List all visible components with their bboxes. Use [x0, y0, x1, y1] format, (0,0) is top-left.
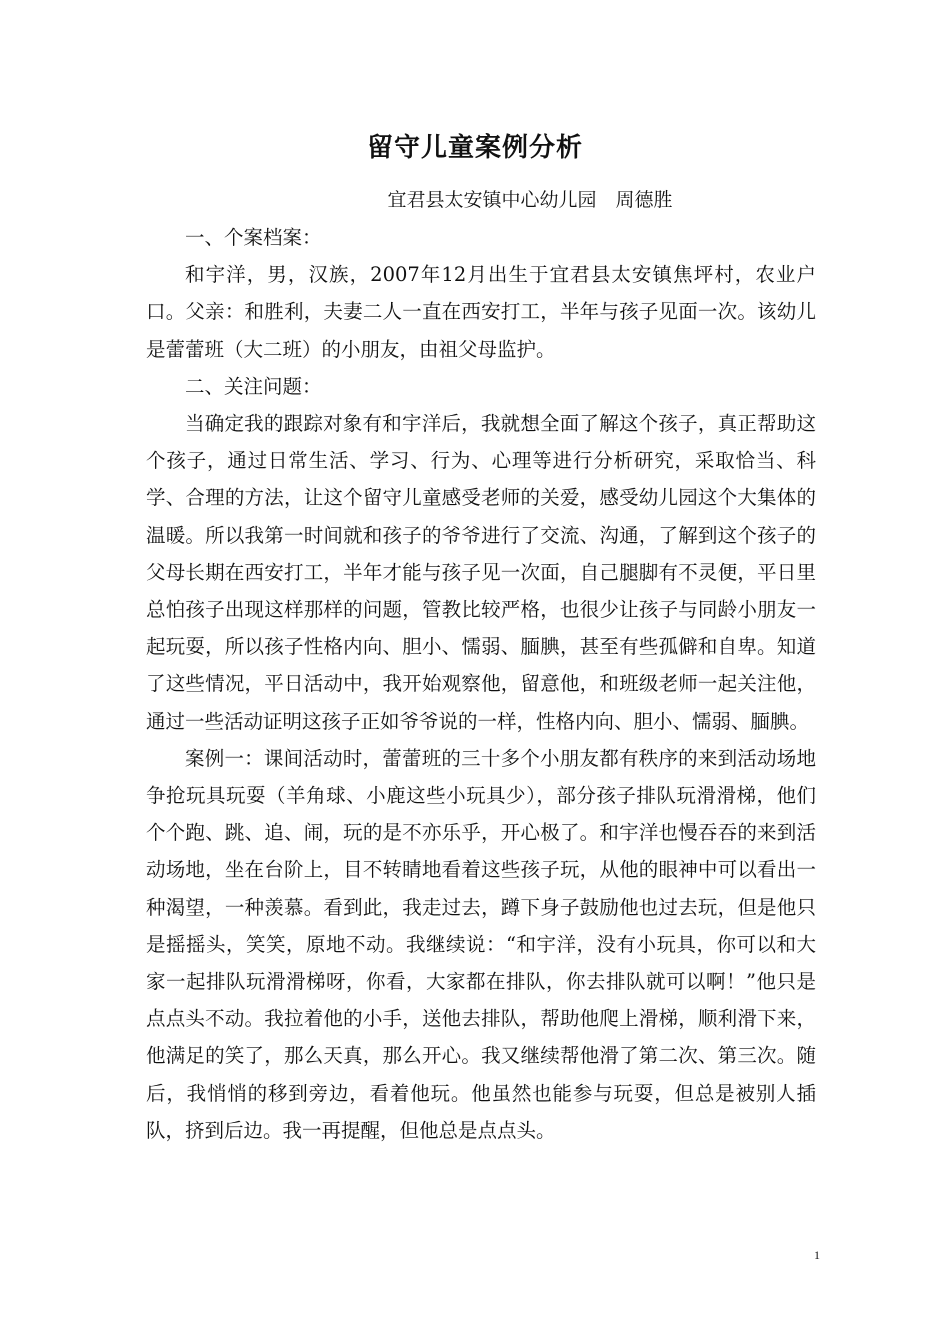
- document-body: [146, 219, 816, 1149]
- section-heading-case-file: 一、个案档案：: [185, 226, 322, 249]
- page-number: 1: [814, 1248, 820, 1262]
- paragraph-case-file: 和宇洋，男，汉族，2007年12月出生于宜君县太安镇焦坪村，农业户口。父亲：和胜利，夫妻二人一直在西安打工，半年与孩子见面一次。该幼儿是蕾蕾班（大二班）的小朋友，由祖父母监护。: [146, 263, 816, 361]
- document-title: 留守儿童案例分析: [366, 133, 583, 163]
- paragraph-concern: 当确定我的跟踪对象有和宇洋后，我就想全面了解这个孩子，真正帮助这个孩子，通过日常生活、学习、行为、心理等进行分析研究，采取恰当、科学、合理的方法，让这个留守儿童感受老师的关爱，感受幼儿园这个大集体的温暖。所以我第一时间就和孩子的爷爷进行了交流、沟通，了解到这个孩子的父母长期在西安打工，半年才能与孩子见一次面，自己腿脚有不灵便，平日里总怕孩子出现这样那样的问题，管教比较严格，也很少让孩子与同龄小朋友一起玩耍，所以孩子性格内向、胆小、懦弱、腼腆，甚至有些孤僻和自卑。知道了这些情况，平日活动中，我开始观察他，留意他，和班级老师一起关注他，通过一些活动证明这孩子正如爷爷说的一样，性格内向、胆小、懦弱、腼腆。: [146, 412, 816, 733]
- author-line: 宜君县太安镇中心幼儿园 周德胜: [387, 189, 673, 211]
- section-heading-concern: 二、关注问题：: [185, 374, 322, 398]
- paragraph-case-one: 案例一：课间活动时，蕾蕾班的三十多个小朋友都有秩序的来到活动场地争抢玩具玩耍（羊角球、小鹿这些小玩具少），部分孩子排队玩滑滑梯，他们个个跑、跳、追、闹，玩的是不亦乐乎，开心极了。和宇洋也慢吞吞的来到活动场地，坐在台阶上，目不转睛地看着这些孩子玩，从他的眼神中可以看出一种渴望，一种羡慕。看到此，我走过去，蹲下身子鼓励他也过去玩，但是他只是摇摇头，笑笑，原地不动。我继续说：“和宇洋，没有小玩具，你可以和大家一起排队玩滑滑梯呀，你看，大家都在排队，你去排队就可以啊！”他只是点点头不动。我拉着他的小手，送他去排队，帮助他爬上滑梯，顺利滑下来，他满足的笑了，那么天真，那么开心。我又继续帮他滑了第二次、第三次。随后，我悄悄的移到旁边，看着他玩。他虽然也能参与玩耍，但总是被别人插队，挤到后边。我一再提醒，但他总是点点头。: [146, 746, 816, 1142]
